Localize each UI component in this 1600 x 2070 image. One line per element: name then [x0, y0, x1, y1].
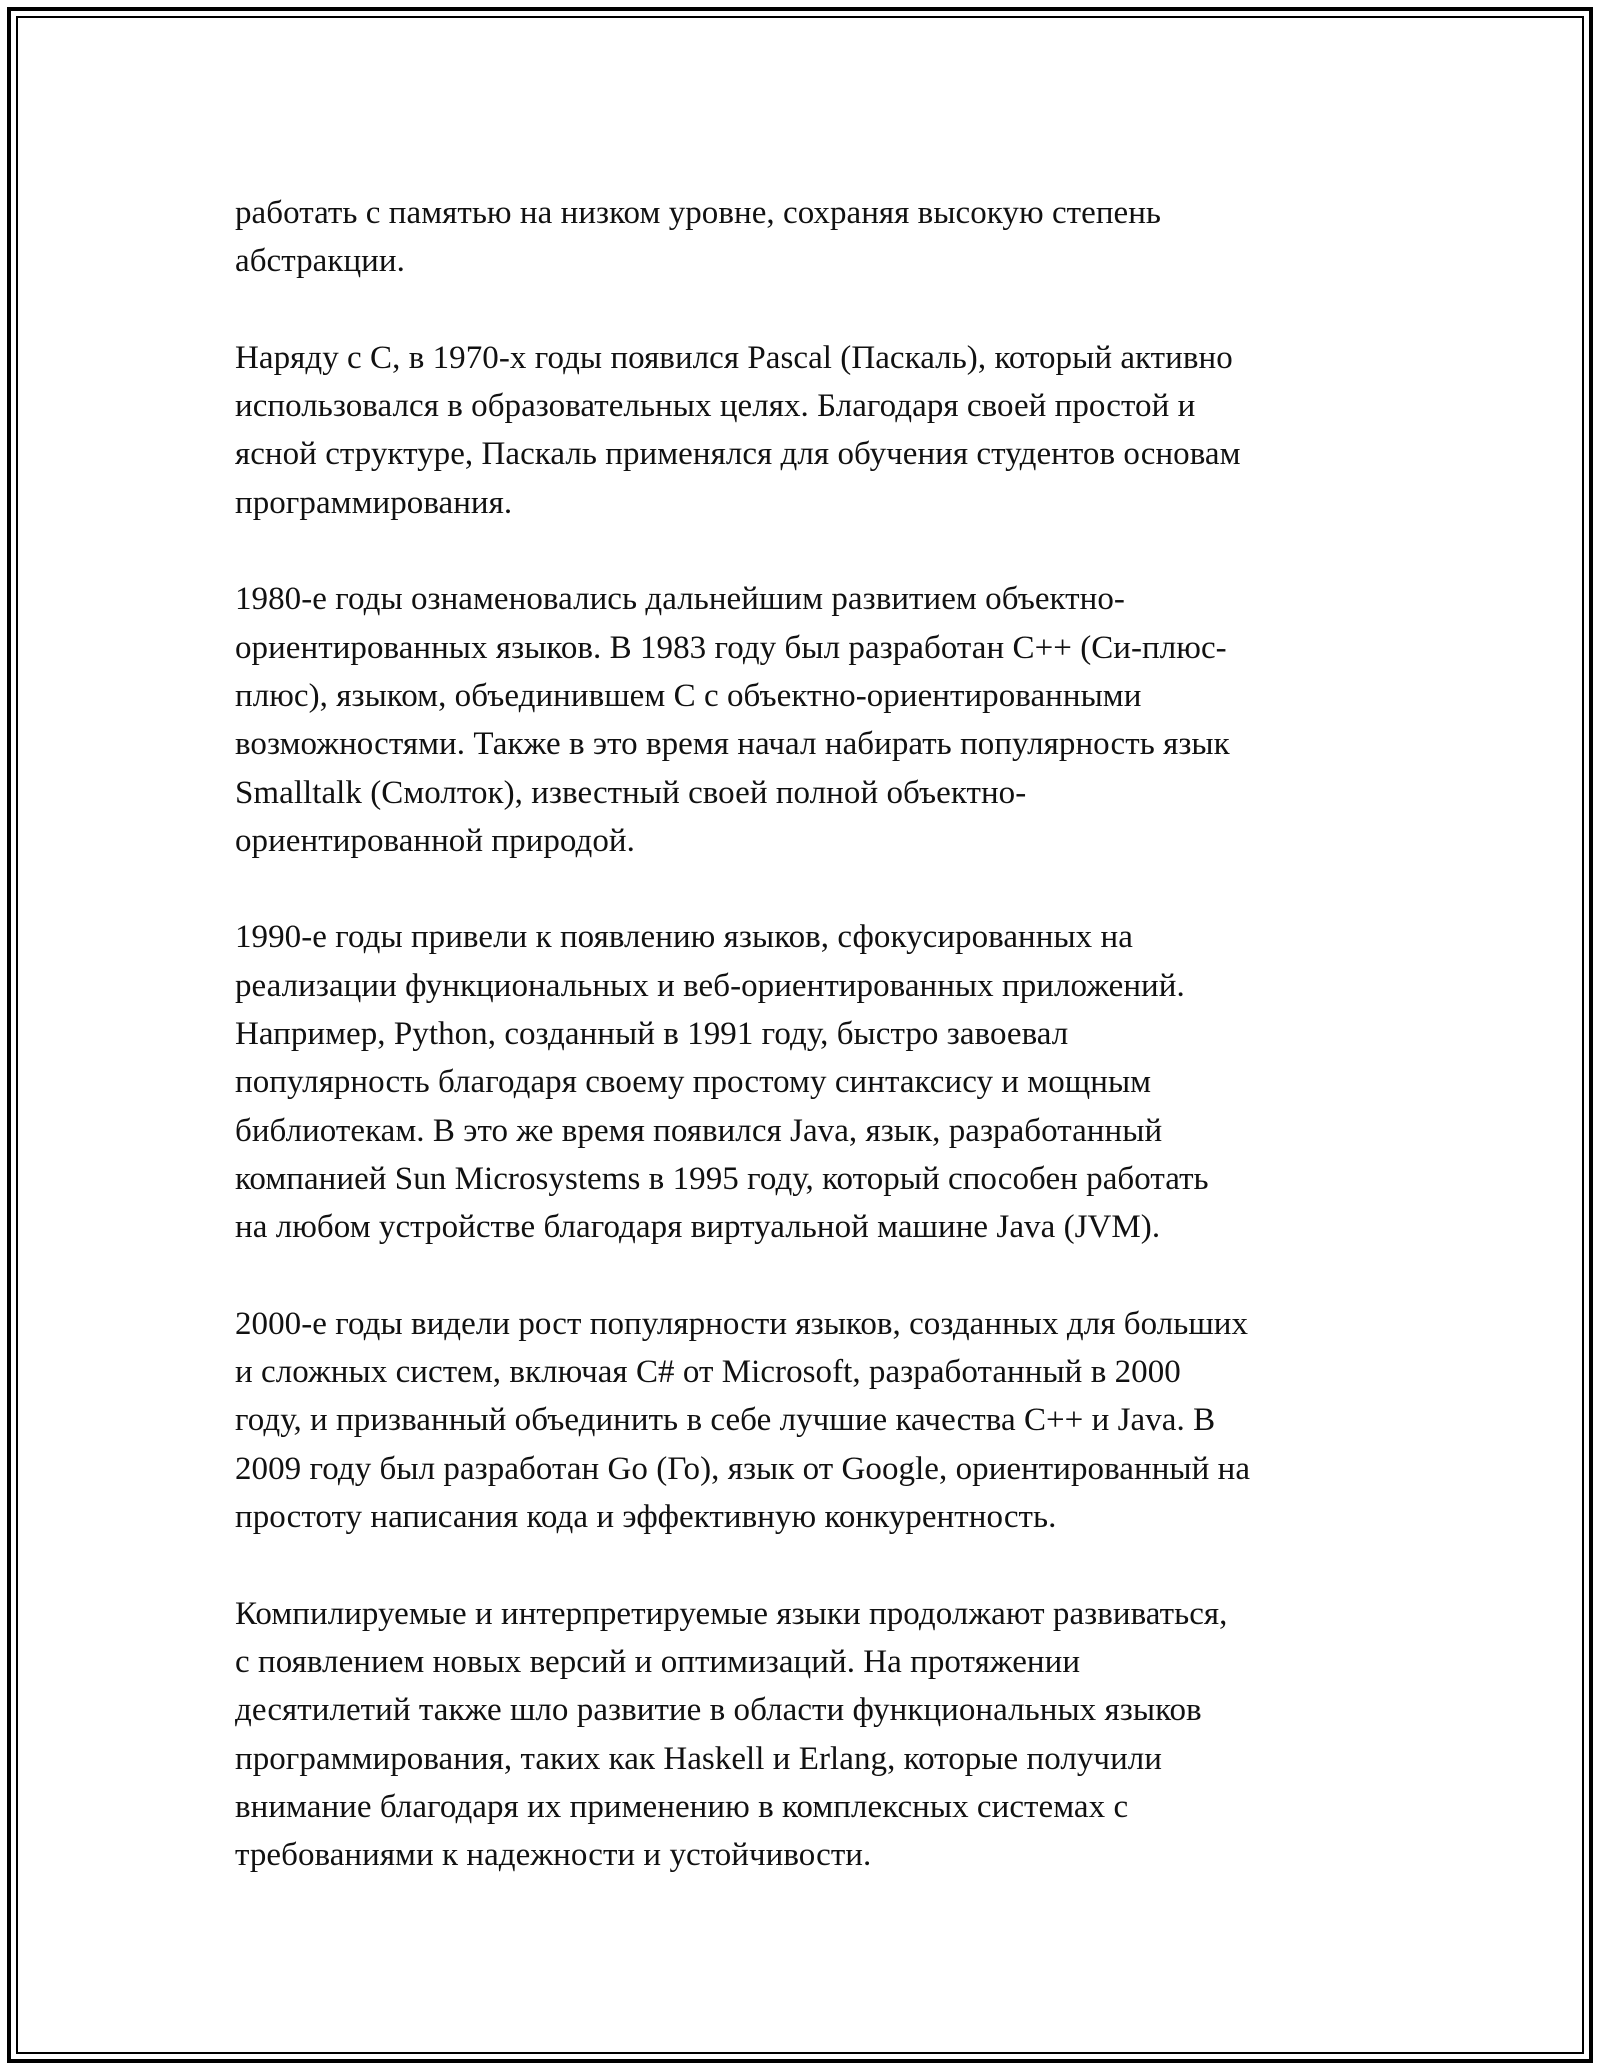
text-line: Например, Python, созданный в 1991 году, быстро завоевал: [235, 1016, 1069, 1053]
text-line: 2000-е годы видели рост популярности языков, созданных для больших: [235, 1305, 1249, 1342]
text-line: 1980-е годы ознаменовались дальнейшим развитием объектно-: [235, 581, 1125, 618]
paragraph-1: [235, 189, 1375, 286]
text-line: десятилетий также шло развитие в области функциональных языков: [235, 1692, 1202, 1729]
text-line: компанией Sun Microsystems в 1995 году, который способен работать: [235, 1160, 1209, 1197]
text-line: внимание благодаря их применению в комплексных системах с: [235, 1788, 1129, 1825]
text-line: с появлением новых версий и оптимизаций. На протяжении: [235, 1643, 1081, 1680]
text-line: и сложных систем, включая C# от Microsoft, разработанный в 2000: [235, 1354, 1181, 1391]
paragraph-4: [235, 913, 1375, 1251]
text-line: простоту написания кода и эффективную конкурентность.: [235, 1499, 1057, 1536]
text-line: абстракции.: [235, 243, 405, 280]
text-line: ясной структуре, Паскаль применялся для обучения студентов основам: [235, 436, 1241, 473]
text-line: реализации функциональных и веб-ориентированных приложений.: [235, 967, 1185, 1004]
text-line: программирования.: [235, 484, 513, 521]
text-line: плюс), языком, объединившем С с объектно-ориентированными: [235, 677, 1142, 714]
text-line: Наряду с С, в 1970-х годы появился Pascal (Паскаль), который активно: [235, 339, 1233, 376]
text-line: библиотекам. В это же время появился Java, язык, разработанный: [235, 1112, 1163, 1149]
text-line: Smalltalk (Смолток), известный своей полной объектно-: [235, 774, 1027, 811]
text-line: году, и призванный объединить в себе лучшие качества C++ и Java. В: [235, 1402, 1216, 1439]
text-line: популярность благодаря своему простому синтаксису и мощным: [235, 1064, 1152, 1101]
paragraph-2: [235, 334, 1375, 527]
text-line: ориентированных языков. В 1983 году был разработан C++ (Си-плюс-: [235, 629, 1227, 666]
text-line: 1990-е годы привели к появлению языков, сфокусированных на: [235, 919, 1133, 956]
text-line: требованиями к надежности и устойчивости.: [235, 1837, 872, 1874]
paragraph-6: [235, 1590, 1375, 1880]
text-line: возможностями. Также в это время начал набирать популярность язык: [235, 726, 1230, 763]
text-line: программирования, таких как Haskell и Erlang, которые получили: [235, 1740, 1163, 1777]
text-line: работать с памятью на низком уровне, сохраняя высокую степень: [235, 195, 1162, 231]
text-line: 2009 году был разработан Go (Го), язык от Google, ориентированный на: [235, 1450, 1251, 1487]
text-line: использовался в образовательных целях. Благодаря своей простой и: [235, 388, 1196, 425]
paragraph-3: [235, 575, 1375, 865]
document-body: [235, 189, 1375, 1928]
text-line: на любом устройстве благодаря виртуальной машине Java (JVM).: [235, 1209, 1161, 1246]
paragraph-5: [235, 1300, 1375, 1541]
text-line: ориентированной природой.: [235, 822, 635, 859]
text-line: Компилируемые и интерпретируемые языки продолжают развиваться,: [235, 1595, 1228, 1632]
